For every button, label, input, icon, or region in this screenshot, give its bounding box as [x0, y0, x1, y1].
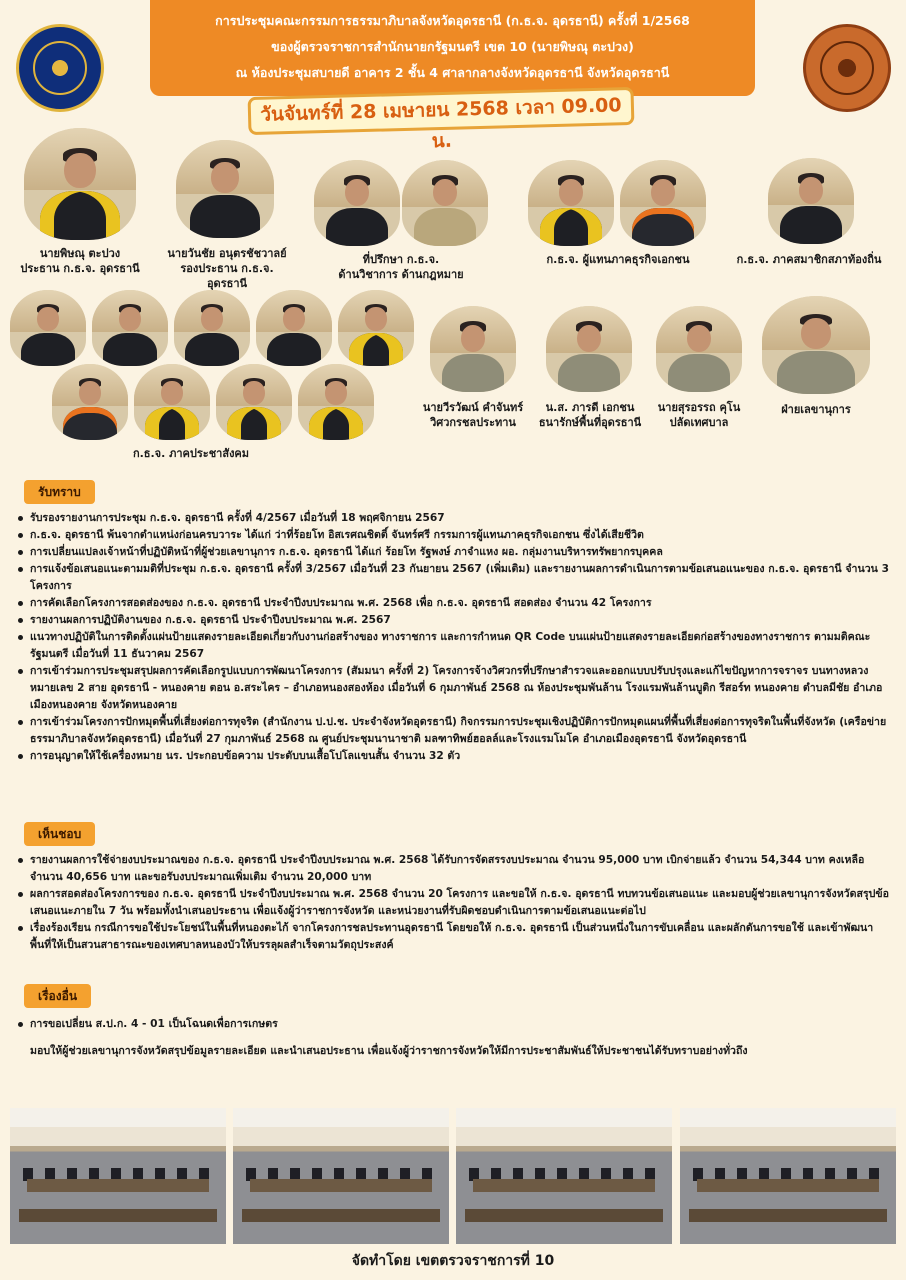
photo-secretariat [762, 296, 870, 394]
caption-chair: นายพิษณุ ตะปวง ประธาน ก.ธ.จ. อุดรธานี [20, 247, 140, 275]
photo-civil-4 [256, 290, 332, 366]
section-tag-approved: เห็นชอบ [24, 822, 95, 846]
udon-thani-seal-logo [803, 24, 891, 112]
caption-vice-chair: นายวันชัย อนุตรชัชวาลย์ รองประธาน ก.ธ.จ. อุดรธานี [167, 247, 287, 290]
acknowledged-item: การเปลี่ยนแปลงเจ้าหน้าที่ปฏิบัติหน้าที่ผู้ช่วยเลขานุการ ก.ธ.จ. อุดรธานี ได้แก่ ร้อยโท รัฐพงษ์ ภาจำแหง ผอ. กลุ่มงานบริหารทรัพยากรบุคคล [18, 544, 890, 561]
acknowledged-item: แนวทางปฏิบัติในการติดตั้งแผ่นป้ายแสดงรายละเอียดเกี่ยวกับงานก่อสร้างของ ทางราชการ และการกำหนด QR Code บนแผ่นป้ายแสดงรายละเอียดก่อสร้างของทางราชการ ตามมติคณะรัฐมนตรี เมื่อวันที่ 11 ธันวาคม 2567 [18, 629, 890, 663]
section-tag-other: เรื่องอื่น [24, 984, 91, 1008]
caption-private-sector: ก.ธ.จ. ผู้แทนภาคธุรกิจเอกชน [546, 253, 690, 266]
photo-vice-chair [176, 140, 274, 238]
section-tag-acknowledged: รับทราบ [24, 480, 95, 504]
other-list [18, 1016, 890, 1033]
photo-treasury-officer [546, 306, 632, 392]
approved-item: รายงานผลการใช้จ่ายงบประมาณของ ก.ธ.จ. อุดรธานี ประจำปีงบประมาณ พ.ศ. 2568 ได้รับการจัดสรรงบประมาณ จำนวน 95,000 บาท เบิกจ่ายแล้ว จำนวน 54,344 บาท คงเหลือ จำนวน 40,656 บาท และขอรับงบประมาณเพิ่มเติม จำนวน 20,000 บาท [18, 852, 890, 886]
photo-civil-8 [216, 364, 292, 440]
acknowledged-item: การเข้าร่วมโครงการปักหมุดพื้นที่เสี่ยงต่อการทุจริต (สำนักงาน ป.ป.ช. ประจำจังหวัดอุดรธานี) กิจกรรมการประชุมเชิงปฏิบัติการปักหมุดแผนที่พื้นที่เสี่ยงต่อการทุจริตในพื้นที่จังหวัด (เครือข่ายธรรมาภิบาลจังหวัดอุดรธานี) เมื่อวันที่ 27 กุมภาพันธ์ 2568 ณ ศูนย์ประชุมนานาชาติ มลฑาทิพย์ฮอลล์และโรงแรมโมโค อำเภอเมืองอุดรธานี จังหวัดอุดรธานี [18, 714, 890, 748]
header-banner [150, 0, 755, 96]
other-note: มอบให้ผู้ช่วยเลขานุการจังหวัดสรุปข้อมูลรายละเอียด และนำเสนอประธาน เพื่อแจ้งผู้ว่าราชการจังหวัดให้มีการประชาสัมพันธ์ให้ประชาชนได้รับทราบอย่างทั่วถึง [30, 1045, 748, 1057]
photo-civil-2 [92, 290, 168, 366]
photo-irrigation-engineer [430, 306, 516, 392]
acknowledged-item: รายงานผลการปฏิบัติงานของ ก.ธ.จ. อุดรธานี ประจำปีงบประมาณ พ.ศ. 2567 [18, 612, 890, 629]
government-seal-logo [16, 24, 104, 112]
photo-advisor-1 [314, 160, 400, 246]
approved-list [18, 852, 890, 954]
header-line-1: การประชุมคณะกรรมการธรรมาภิบาลจังหวัดอุดรธานี (ก.ธ.จ. อุดรธานี) ครั้งที่ 1/2568 [215, 13, 690, 28]
acknowledged-item: การอนุญาตให้ใช้เครื่องหมาย นร. ประกอบข้อความ ประดับบนเสื้อโปโลแขนสั้น จำนวน 32 ตัว [18, 748, 890, 765]
other-item: การขอเปลี่ยน ส.ป.ก. 4 - 01 เป็นโฉนดเพื่อการเกษตร [18, 1016, 890, 1033]
acknowledged-item: การเข้าร่วมการประชุมสรุปผลการคัดเลือกรูปแบบการพัฒนาโครงการ (สัมมนา ครั้งที่ 2) โครงการจ้างวิศวกรที่ปรึกษาสำรวจและออกแบบปรับปรุงและแก้ไขปัญหาการจราจร บนทางหลวงหมายเลข 2 สาย อุดรธานี - หนองคาย ตอน อ.สระไคร – อำเภอหนองสองห้อง เมื่อวันที่ 6 กุมภาพันธ์ 2568 ณ ห้องประชุมพันล้าน โรงแรมพันล้านบูติก รีสอร์ท หนองคาย ตำบลมีชัย อำเภอเมืองหนองคาย จังหวัดหนองคาย [18, 663, 890, 714]
acknowledged-item: รับรองรายงานการประชุม ก.ธ.จ. อุดรธานี ครั้งที่ 4/2567 เมื่อวันที่ 18 พฤศจิกายน 2567 [18, 510, 890, 527]
acknowledged-list [18, 510, 890, 765]
photo-municipal-clerk [656, 306, 742, 392]
meeting-photo-3 [456, 1108, 672, 1244]
acknowledged-item: ก.ธ.จ. อุดรธานี พ้นจากตำแหน่งก่อนครบวาระ ได้แก่ ว่าที่ร้อยโท อิสเรศณชิตติ์ จันทร์ศรี กรรมการผู้แทนภาคธุรกิจเอกชน ซึ่งได้เสียชีวิต [18, 527, 890, 544]
photo-chair [24, 128, 136, 240]
approved-item: เรื่องร้องเรียน กรณีการขอใช้ประโยชน์ในพื้นที่หนองตะไก้ จากโครงการชลประทานอุดรธานี โดยขอให้ ก.ธ.จ. อุดรธานี เป็นส่วนหนึ่งในการขับเคลื่อน และผลักดันการขอใช้ และเข้าพัฒนาพื้นที่ให้เป็นสวนสาธารณะของเทศบาลหนองบัวให้บรรลุผลสำเร็จตามวัตถุประสงค์ [18, 920, 890, 954]
photo-civil-6 [52, 364, 128, 440]
caption-advisors: ที่ปรึกษา ก.ธ.จ. ด้านวิชาการ ด้านกฎหมาย [338, 253, 464, 281]
photo-private-sector-1 [528, 160, 614, 246]
footer-credit: จัดทำโดย เขตตรวจราชการที่ 10 [351, 1253, 555, 1269]
meeting-photo-2 [233, 1108, 449, 1244]
photo-local-council [768, 158, 854, 244]
meeting-photo-4 [680, 1108, 896, 1244]
caption-local-council: ก.ธ.จ. ภาคสมาชิกสภาท้องถิ่น [736, 253, 882, 266]
caption-secretariat: ฝ่ายเลขานุการ [781, 403, 851, 416]
meeting-photo-1 [10, 1108, 226, 1244]
acknowledged-item: การคัดเลือกโครงการสอดส่องของ ก.ธ.จ. อุดรธานี ประจำปีงบประมาณ พ.ศ. 2568 เพื่อ ก.ธ.จ. อุดรธานี สอดส่อง จำนวน 42 โครงการ [18, 595, 890, 612]
photo-civil-1 [10, 290, 86, 366]
header-line-3: ณ ห้องประชุมสบายดี อาคาร 2 ชั้น 4 ศาลากลางจังหวัดอุดรธานี จังหวัดอุดรธานี [235, 65, 670, 80]
caption-municipal-clerk: นายสุรอรรถ คุโน ปลัดเทศบาล [657, 401, 741, 429]
approved-item: ผลการสอดส่องโครงการของ ก.ธ.จ. อุดรธานี ประจำปีงบประมาณ พ.ศ. 2568 จำนวน 20 โครงการ และขอให้ ก.ธ.จ. อุดรธานี ทบทวนข้อเสนอแนะ และมอบผู้ช่วยเลขานุการจังหวัดสรุปข้อเสนอแนะภายใน 7 วัน พร้อมทั้งนำเสนอประธาน เพื่อแจ้งผู้ว่าราชการจังหวัด และหน่วยงานที่รับผิดชอบดำเนินการตามข้อเสนอแนะต่อไป [18, 886, 890, 920]
photo-civil-9 [298, 364, 374, 440]
caption-irrigation-engineer: นายวีรวัฒน์ คำจันทร์ วิศวกรชลประทาน [422, 401, 524, 429]
photo-civil-7 [134, 364, 210, 440]
meeting-date: วันจันทร์ที่ 28 เมษายน 2568 เวลา 09.00 น. [248, 87, 635, 135]
header-line-2: ของผู้ตรวจราชการสำนักนายกรัฐมนตรี เขต 10 (นายพิษณุ ตะปวง) [271, 39, 634, 54]
photo-civil-5 [338, 290, 414, 366]
caption-civil-society: ก.ธ.จ. ภาคประชาสังคม [132, 447, 250, 460]
caption-treasury-officer: น.ส. ภารดี เอกชน ธนารักษ์พื้นที่อุดรธานี [538, 401, 642, 429]
photo-private-sector-2 [620, 160, 706, 246]
photo-civil-3 [174, 290, 250, 366]
photo-advisor-2 [402, 160, 488, 246]
acknowledged-item: การแจ้งข้อเสนอแนะตามมติที่ประชุม ก.ธ.จ. อุดรธานี ครั้งที่ 3/2567 เมื่อวันที่ 23 กันยายน 2567 (เพิ่มเติม) และรายงานผลการดำเนินการตามข้อเสนอแนะของ ก.ธ.จ. อุดรธานี จำนวน 3 โครงการ [18, 561, 890, 595]
